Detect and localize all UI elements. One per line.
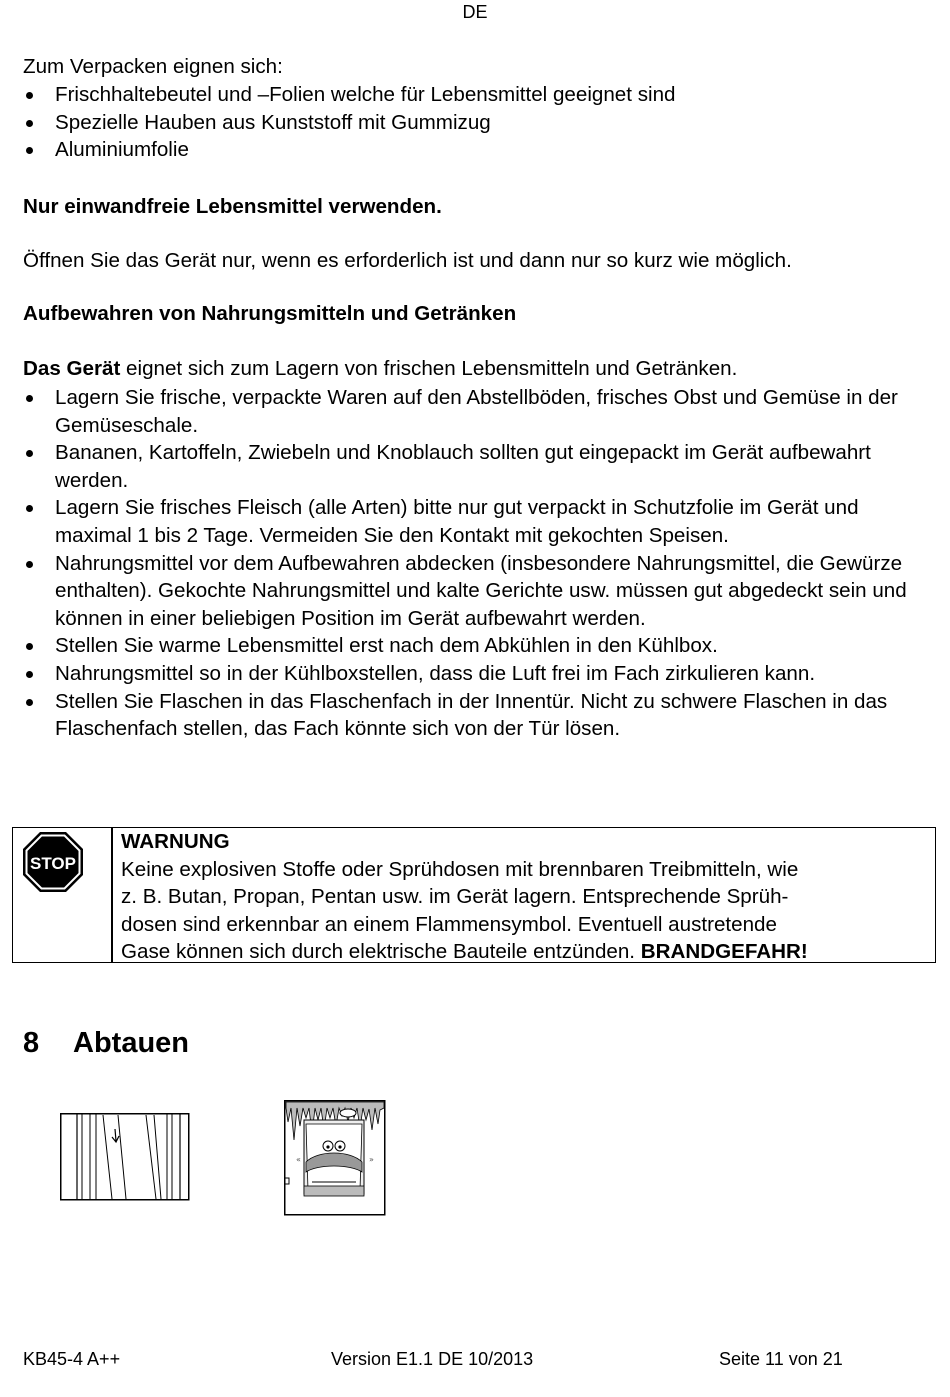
list-item: Nahrungsmittel so in der Kühlboxstellen, dass die Luft frei im Fach zirkulieren kann. [23,660,933,688]
warning-box [12,827,936,963]
warning-line: Gase können sich durch elektrische Bauteile entzünden. BRANDGEFAHR! [121,940,808,963]
svg-text:«: « [296,1155,301,1164]
section-title: Abtauen [73,1027,189,1059]
note-open: Öffnen Sie das Gerät nur, wenn es erforderlich ist und dann nur so kurz wie möglich. [23,249,792,272]
warning-text [121,828,927,966]
note-bold: Nur einwandfreie Lebensmittel verwenden. [23,195,442,218]
storage-intro-bold: Das Gerät [23,357,121,380]
svg-text:»: » [369,1155,374,1164]
fridge-interior-illustration [60,1113,190,1207]
list-item: Stellen Sie Flaschen in das Flaschenfach in der Innentür. Nicht zu schwere Flaschen in das Flaschenfach stellen, das Fach könnte sich von der Tür lösen. [23,688,933,743]
list-item: Lagern Sie frische, verpackte Waren auf den Abstellböden, frisches Obst und Gemüse in der Gemüseschale. [23,384,933,439]
list-item: Frischhaltebeutel und –Folien welche für Lebensmittel geeignet sind [23,81,933,109]
warning-divider [111,828,113,962]
warning-line: z. B. Butan, Propan, Pentan usw. im Gerät lagern. Entsprechende Sprüh- [121,885,789,908]
warning-line: dosen sind erkennbar an einem Flammensymbol. Eventuell austretende [121,912,777,936]
storage-heading: Aufbewahren von Nahrungsmitteln und Getränken [23,302,517,325]
section-number: 8 [23,1027,40,1059]
storage-list [23,384,933,743]
list-item: Lagern Sie frisches Fleisch (alle Arten) bitte nur gut verpackt in Schutzfolie im Gerät und maximal 1 bis 2 Tage. Vermeiden Sie den Kontakt mit gekochten Speisen. [23,494,933,549]
header-language: DE [462,2,488,22]
list-item: Aluminiumfolie [23,136,933,164]
storage-intro [23,355,737,383]
stop-sign-icon [21,830,85,900]
warning-line: Keine explosiven Stoffe oder Sprühdosen mit brennbaren Treibmitteln, wie [121,857,799,881]
section-heading [23,1027,189,1060]
packing-list [23,81,933,164]
stop-sign-text: STOP [30,854,76,873]
footer-model: KB45-4 A++ [23,1349,121,1369]
warning-title: WARNUNG [121,830,230,853]
packing-intro: Zum Verpacken eignen sich: [23,55,283,78]
list-item: Spezielle Hauben aus Kunststoff mit Gummizug [23,109,933,137]
footer-version: Version E1.1 DE 10/2013 [331,1349,534,1369]
list-item: Stellen Sie warme Lebensmittel erst nach dem Abkühlen in den Kühlbox. [23,632,933,660]
footer-page: Seite 11 von 21 [719,1349,843,1369]
frozen-freezer-illustration [284,1100,386,1222]
fire-hazard-label: BRANDGEFAHR! [640,940,808,963]
list-item: Nahrungsmittel vor dem Aufbewahren abdecken (insbesondere Nahrungsmittel, die Gewürze enthalten). Gekochte Nahrungsmittel und kalte Gerichte usw. müssen gut abgedeckt sein und können in einer beliebigen Position im Gerät aufbewahrt werden. [23,550,933,633]
list-item: Bananen, Kartoffeln, Zwiebeln und Knoblauch sollten gut eingepackt im Gerät aufbewahrt werden. [23,439,933,494]
storage-intro-rest: eignet sich zum Lagern von frischen Lebensmitteln und Getränken. [120,357,738,380]
